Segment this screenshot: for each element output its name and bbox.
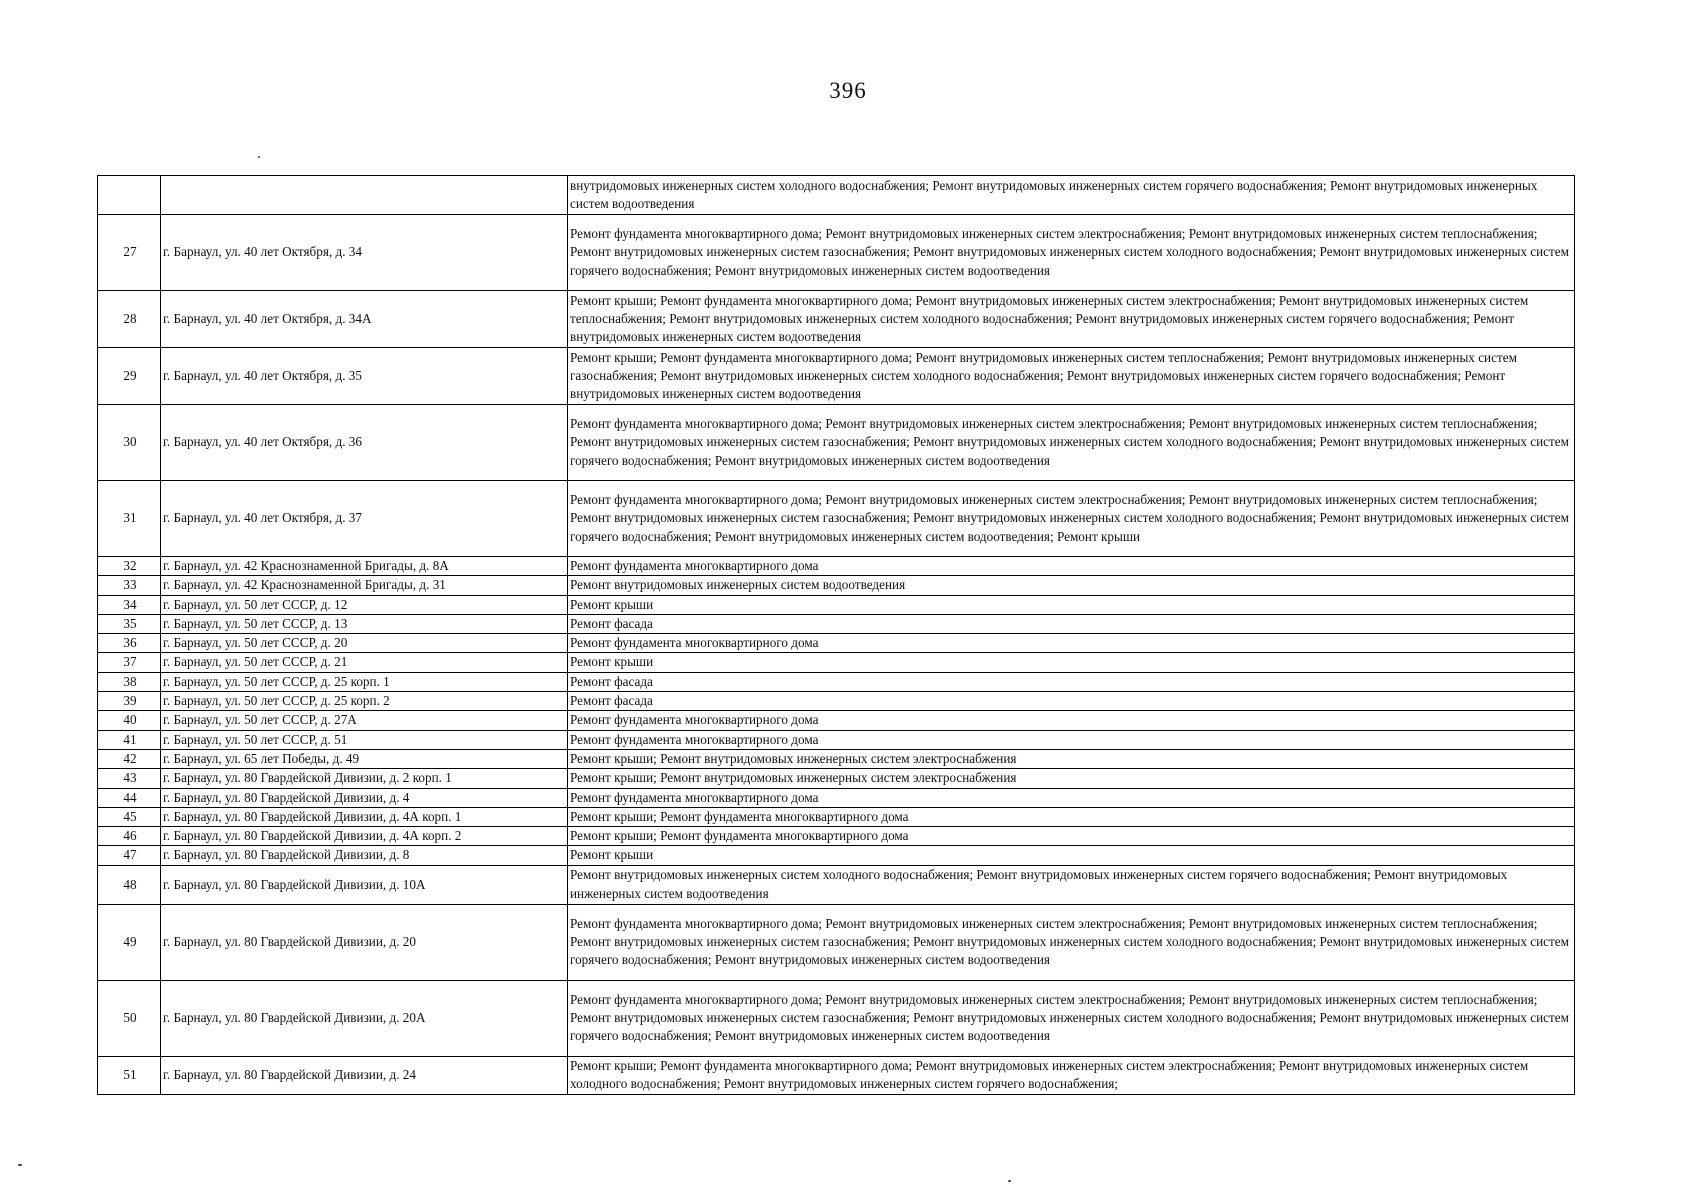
table-row <box>98 711 1575 730</box>
row-works: Ремонт внутридомовых инженерных систем водоотведения <box>568 576 1575 595</box>
row-works: Ремонт крыши <box>568 595 1575 614</box>
repair-works-table <box>97 175 1575 1095</box>
row-address: г. Барнаул, ул. 80 Гвардейской Дивизии, д. 8 <box>161 846 568 865</box>
table-row <box>98 769 1575 788</box>
table-row <box>98 692 1575 711</box>
row-works: Ремонт крыши <box>568 846 1575 865</box>
row-works: Ремонт фундамента многоквартирного дома <box>568 711 1575 730</box>
row-address: г. Барнаул, ул. 80 Гвардейской Дивизии, д. 10А <box>161 865 568 904</box>
row-works: Ремонт крыши; Ремонт внутридомовых инженерных систем электроснабжения <box>568 749 1575 768</box>
row-number: 43 <box>98 769 161 788</box>
table-row <box>98 481 1575 557</box>
row-address: г. Барнаул, ул. 50 лет СССР, д. 25 корп. 1 <box>161 672 568 691</box>
row-works: Ремонт крыши; Ремонт фундамента многоквартирного дома; Ремонт внутридомовых инженерных систем электроснабжения; Ремонт внутридомовых инженерных систем холодного водоснабжения; Ремонт внутридомовых инженерных систем горячего водоснабжения; <box>568 1056 1575 1094</box>
row-address: г. Барнаул, ул. 50 лет СССР, д. 20 <box>161 634 568 653</box>
row-number: 29 <box>98 348 161 405</box>
row-works: Ремонт фасада <box>568 614 1575 633</box>
row-works: Ремонт фундамента многоквартирного дома; Ремонт внутридомовых инженерных систем электроснабжения; Ремонт внутридомовых инженерных систем теплоснабжения; Ремонт внутридомовых инженерных систем газоснабжения; Ремонт внутридомовых инженерных систем холодного водоснабжения; Ремонт внутридомовых инженерных систем горячего водоснабжения; Ремонт внутридомовых инженерных систем водоотведения <box>568 215 1575 291</box>
table-row <box>98 788 1575 807</box>
row-works: Ремонт фасада <box>568 692 1575 711</box>
row-number: 42 <box>98 749 161 768</box>
row-works: Ремонт фундамента многоквартирного дома; Ремонт внутридомовых инженерных систем электроснабжения; Ремонт внутридомовых инженерных систем теплоснабжения; Ремонт внутридомовых инженерных систем газоснабжения; Ремонт внутридомовых инженерных систем холодного водоснабжения; Ремонт внутридомовых инженерных систем горячего водоснабжения; Ремонт внутридомовых инженерных систем водоотведения <box>568 405 1575 481</box>
row-works: Ремонт фундамента многоквартирного дома; Ремонт внутридомовых инженерных систем электроснабжения; Ремонт внутридомовых инженерных систем теплоснабжения; Ремонт внутридомовых инженерных систем газоснабжения; Ремонт внутридомовых инженерных систем холодного водоснабжения; Ремонт внутридомовых инженерных систем горячего водоснабжения; Ремонт внутридомовых инженерных систем водоотведения <box>568 980 1575 1056</box>
table-row <box>98 672 1575 691</box>
row-number: 32 <box>98 557 161 576</box>
table-row <box>98 653 1575 672</box>
row-address: г. Барнаул, ул. 40 лет Октября, д. 37 <box>161 481 568 557</box>
table-row <box>98 348 1575 405</box>
row-works: Ремонт внутридомовых инженерных систем холодного водоснабжения; Ремонт внутридомовых инженерных систем горячего водоснабжения; Ремонт внутридомовых инженерных систем водоотведения <box>568 865 1575 904</box>
row-address: г. Барнаул, ул. 50 лет СССР, д. 12 <box>161 595 568 614</box>
table-row <box>98 405 1575 481</box>
row-works: Ремонт фундамента многоквартирного дома <box>568 634 1575 653</box>
table-row <box>98 730 1575 749</box>
row-number: 50 <box>98 980 161 1056</box>
row-address: г. Барнаул, ул. 80 Гвардейской Дивизии, д. 24 <box>161 1056 568 1094</box>
row-address: г. Барнаул, ул. 40 лет Октября, д. 35 <box>161 348 568 405</box>
row-number: 33 <box>98 576 161 595</box>
table-row <box>98 807 1575 826</box>
row-number: 41 <box>98 730 161 749</box>
row-number: 38 <box>98 672 161 691</box>
table-row <box>98 865 1575 904</box>
table-row <box>98 980 1575 1056</box>
table-row <box>98 846 1575 865</box>
row-works: Ремонт фасада <box>568 672 1575 691</box>
table-row <box>98 749 1575 768</box>
row-address: г. Барнаул, ул. 80 Гвардейской Дивизии, д. 4А корп. 1 <box>161 807 568 826</box>
row-address: г. Барнаул, ул. 42 Краснознаменной Бригады, д. 8А <box>161 557 568 576</box>
table-row <box>98 904 1575 980</box>
row-works: Ремонт крыши; Ремонт фундамента многоквартирного дома; Ремонт внутридомовых инженерных систем теплоснабжения; Ремонт внутридомовых инженерных систем газоснабжения; Ремонт внутридомовых инженерных систем холодного водоснабжения; Ремонт внутридомовых инженерных систем горячего водоснабжения; Ремонт внутридомовых инженерных систем водоотведения <box>568 348 1575 405</box>
row-works: внутридомовых инженерных систем холодного водоснабжения; Ремонт внутридомовых инженерных систем горячего водоснабжения; Ремонт внутридомовых инженерных систем водоотведения <box>568 176 1575 215</box>
table-row <box>98 1056 1575 1094</box>
row-number: 51 <box>98 1056 161 1094</box>
table-row <box>98 576 1575 595</box>
row-works: Ремонт крыши <box>568 653 1575 672</box>
row-works: Ремонт фундамента многоквартирного дома <box>568 730 1575 749</box>
row-address: г. Барнаул, ул. 50 лет СССР, д. 21 <box>161 653 568 672</box>
row-number: 40 <box>98 711 161 730</box>
row-address: г. Барнаул, ул. 80 Гвардейской Дивизии, д. 20 <box>161 904 568 980</box>
row-address: г. Барнаул, ул. 80 Гвардейской Дивизии, д. 4 <box>161 788 568 807</box>
row-address: г. Барнаул, ул. 80 Гвардейской Дивизии, д. 2 корп. 1 <box>161 769 568 788</box>
table-row <box>98 614 1575 633</box>
row-works: Ремонт фундамента многоквартирного дома <box>568 557 1575 576</box>
row-number: 28 <box>98 291 161 348</box>
row-number: 34 <box>98 595 161 614</box>
row-address: г. Барнаул, ул. 50 лет СССР, д. 27А <box>161 711 568 730</box>
row-number: 31 <box>98 481 161 557</box>
table-row <box>98 557 1575 576</box>
table-row <box>98 827 1575 846</box>
row-number: 35 <box>98 614 161 633</box>
row-number: 44 <box>98 788 161 807</box>
row-works: Ремонт крыши; Ремонт фундамента многоквартирного дома; Ремонт внутридомовых инженерных систем электроснабжения; Ремонт внутридомовых инженерных систем теплоснабжения; Ремонт внутридомовых инженерных систем холодного водоснабжения; Ремонт внутридомовых инженерных систем горячего водоснабжения; Ремонт внутридомовых инженерных систем водоотведения <box>568 291 1575 348</box>
page-number: 396 <box>829 78 867 103</box>
row-address: г. Барнаул, ул. 80 Гвардейской Дивизии, д. 4А корп. 2 <box>161 827 568 846</box>
row-address <box>161 176 568 215</box>
row-address: г. Барнаул, ул. 65 лет Победы, д. 49 <box>161 749 568 768</box>
row-number: 30 <box>98 405 161 481</box>
row-number: 27 <box>98 215 161 291</box>
row-address: г. Барнаул, ул. 40 лет Октября, д. 34А <box>161 291 568 348</box>
row-address: г. Барнаул, ул. 40 лет Октября, д. 36 <box>161 405 568 481</box>
scan-speck <box>18 1164 22 1166</box>
row-works: Ремонт фундамента многоквартирного дома; Ремонт внутридомовых инженерных систем электроснабжения; Ремонт внутридомовых инженерных систем теплоснабжения; Ремонт внутридомовых инженерных систем газоснабжения; Ремонт внутридомовых инженерных систем холодного водоснабжения; Ремонт внутридомовых инженерных систем горячего водоснабжения; Ремонт внутридомовых инженерных систем водоотведения; Ремонт крыши <box>568 481 1575 557</box>
row-works: Ремонт крыши; Ремонт фундамента многоквартирного дома <box>568 827 1575 846</box>
table-row <box>98 176 1575 215</box>
scan-speck <box>1008 1180 1011 1182</box>
row-number <box>98 176 161 215</box>
row-works: Ремонт фундамента многоквартирного дома <box>568 788 1575 807</box>
table-body <box>98 176 1575 1095</box>
row-number: 49 <box>98 904 161 980</box>
row-address: г. Барнаул, ул. 50 лет СССР, д. 51 <box>161 730 568 749</box>
table-row <box>98 595 1575 614</box>
row-number: 37 <box>98 653 161 672</box>
table-row <box>98 634 1575 653</box>
row-works: Ремонт крыши; Ремонт фундамента многоквартирного дома <box>568 807 1575 826</box>
row-number: 48 <box>98 865 161 904</box>
row-number: 46 <box>98 827 161 846</box>
row-address: г. Барнаул, ул. 50 лет СССР, д. 25 корп. 2 <box>161 692 568 711</box>
table-row <box>98 291 1575 348</box>
row-number: 47 <box>98 846 161 865</box>
row-works: Ремонт крыши; Ремонт внутридомовых инженерных систем электроснабжения <box>568 769 1575 788</box>
row-address: г. Барнаул, ул. 50 лет СССР, д. 13 <box>161 614 568 633</box>
row-number: 36 <box>98 634 161 653</box>
row-address: г. Барнаул, ул. 40 лет Октября, д. 34 <box>161 215 568 291</box>
row-address: г. Барнаул, ул. 42 Краснознаменной Бригады, д. 31 <box>161 576 568 595</box>
row-address: г. Барнаул, ул. 80 Гвардейской Дивизии, д. 20А <box>161 980 568 1056</box>
row-number: 45 <box>98 807 161 826</box>
row-works: Ремонт фундамента многоквартирного дома; Ремонт внутридомовых инженерных систем электроснабжения; Ремонт внутридомовых инженерных систем теплоснабжения; Ремонт внутридомовых инженерных систем газоснабжения; Ремонт внутридомовых инженерных систем холодного водоснабжения; Ремонт внутридомовых инженерных систем горячего водоснабжения; Ремонт внутридомовых инженерных систем водоотведения <box>568 904 1575 980</box>
row-number: 39 <box>98 692 161 711</box>
table-row <box>98 215 1575 291</box>
scan-speck <box>258 156 260 158</box>
